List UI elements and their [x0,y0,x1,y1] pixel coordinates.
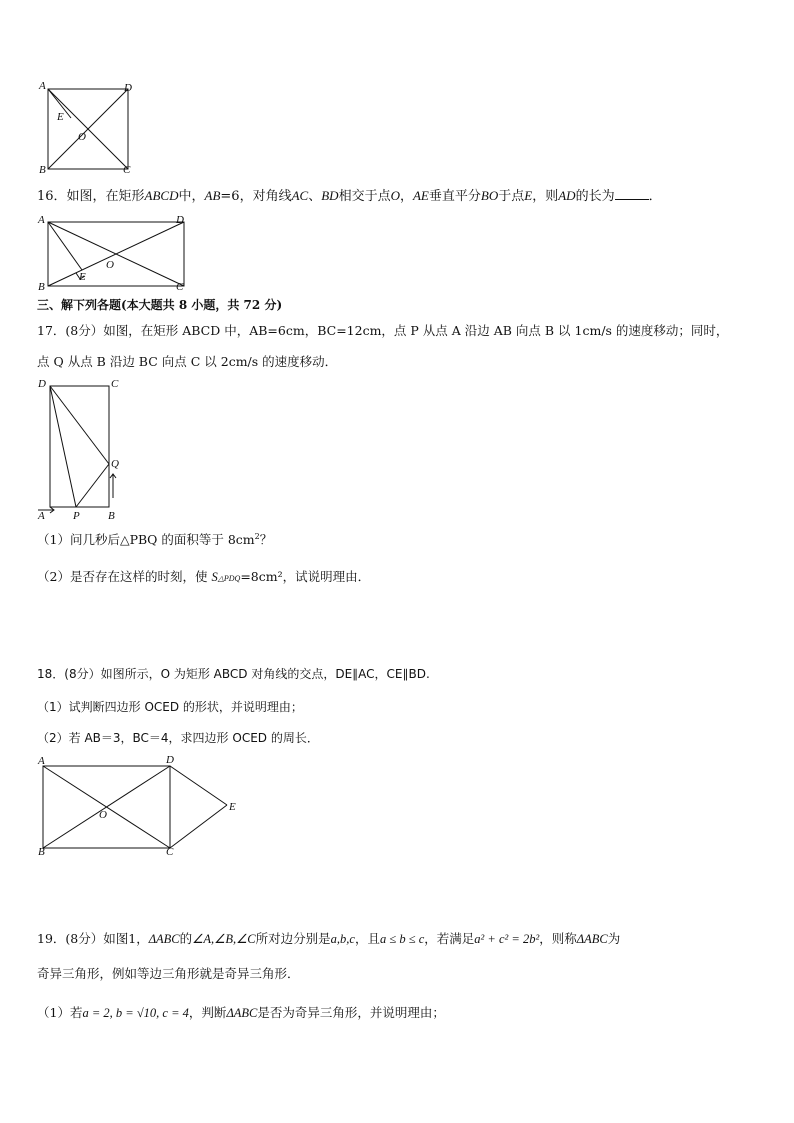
label-d: D [124,82,132,94]
question-16-text: 16．如图，在矩形ABCD中，AB=6，对角线AC、BD相交于点O，AE垂直平分BO于点E，则AD的长为 ． [37,188,662,204]
label-a: A [38,755,45,767]
label-p: P [73,510,80,522]
question-19-line2: 奇异三角形，例如等边三角形就是奇异三角形． [37,966,300,981]
rectangle-abcd [50,386,109,507]
question-19-sub1: （1）若a = 2, b = √10, c = 4，判断ΔABC是否为奇异三角形，并说明理由； [37,1005,445,1020]
question-17-sub1: （1）问几秒后△PBQ 的面积等于 $8cm^2$？ [37,531,273,547]
figure-q16 [36,210,196,293]
label-a: A [38,214,45,226]
label-e: E [57,111,64,123]
question-17-sub2: （2）是否存在这样的时刻，使 S△PDQ=8cm²，试说明理由． [37,569,371,584]
label-o: O [106,259,114,271]
label-d: D [166,754,174,766]
segment-dp [50,386,76,507]
label-d: D [176,214,184,226]
label-b: B [39,164,46,176]
figure-q18-svg [36,752,246,858]
segment-pq [76,464,109,507]
label-o: O [99,809,107,821]
label-b: B [108,510,115,522]
figure-q15-svg [36,80,136,180]
question-18-sub2: （2）若 AB＝3，BC＝4，求四边形 OCED 的周长． [37,731,319,745]
label-c: C [123,164,131,176]
figure-q18 [36,752,246,858]
label-b: B [38,846,45,858]
section-heading: 三、解下列各题(本大题共 8 小题，共 72 分) [37,298,283,312]
label-a: A [38,510,45,522]
label-d: D [38,378,46,390]
label-c: C [111,378,119,390]
label-c: C [176,281,184,293]
figure-q15 [36,80,136,180]
label-q: Q [111,458,119,470]
figure-q16-svg [36,210,196,293]
segment-ae [48,222,82,270]
question-17-line1: 17．(8分）如图，在矩形 ABCD 中，AB=6cm，BC=12cm，点 P 从点 A 沿边 AB 向点 B 以 1cm/s 的速度移动；同时， [37,323,729,338]
label-e: E [79,271,86,283]
label-e: E [229,801,236,813]
question-19-line1: 19．(8分）如图1，ΔABC的∠A,∠B,∠C所对边分别是a,b,c，且a ≤ b ≤ c，若满足a² + c² = 2b²，则称ΔABC为 [37,931,621,946]
segment-de [170,766,227,805]
question-17-line2: 点 Q 从点 B 沿边 BC 向点 C 以 2cm/s 的速度移动． [37,354,338,369]
question-18-sub1: （1）试判断四边形 OCED 的形状，并说明理由； [37,700,303,714]
figure-q17-svg [36,378,136,528]
label-a: A [39,80,46,92]
segment-ce [170,805,227,848]
question-18-line1: 18．(8分）如图所示，O 为矩形 ABCD 对角线的交点，DE∥AC，CE∥BD. [37,667,430,681]
label-o: O [78,131,86,143]
label-c: C [166,846,174,858]
figure-q17 [36,378,136,528]
label-b: B [38,281,45,293]
answer-blank [615,187,649,200]
